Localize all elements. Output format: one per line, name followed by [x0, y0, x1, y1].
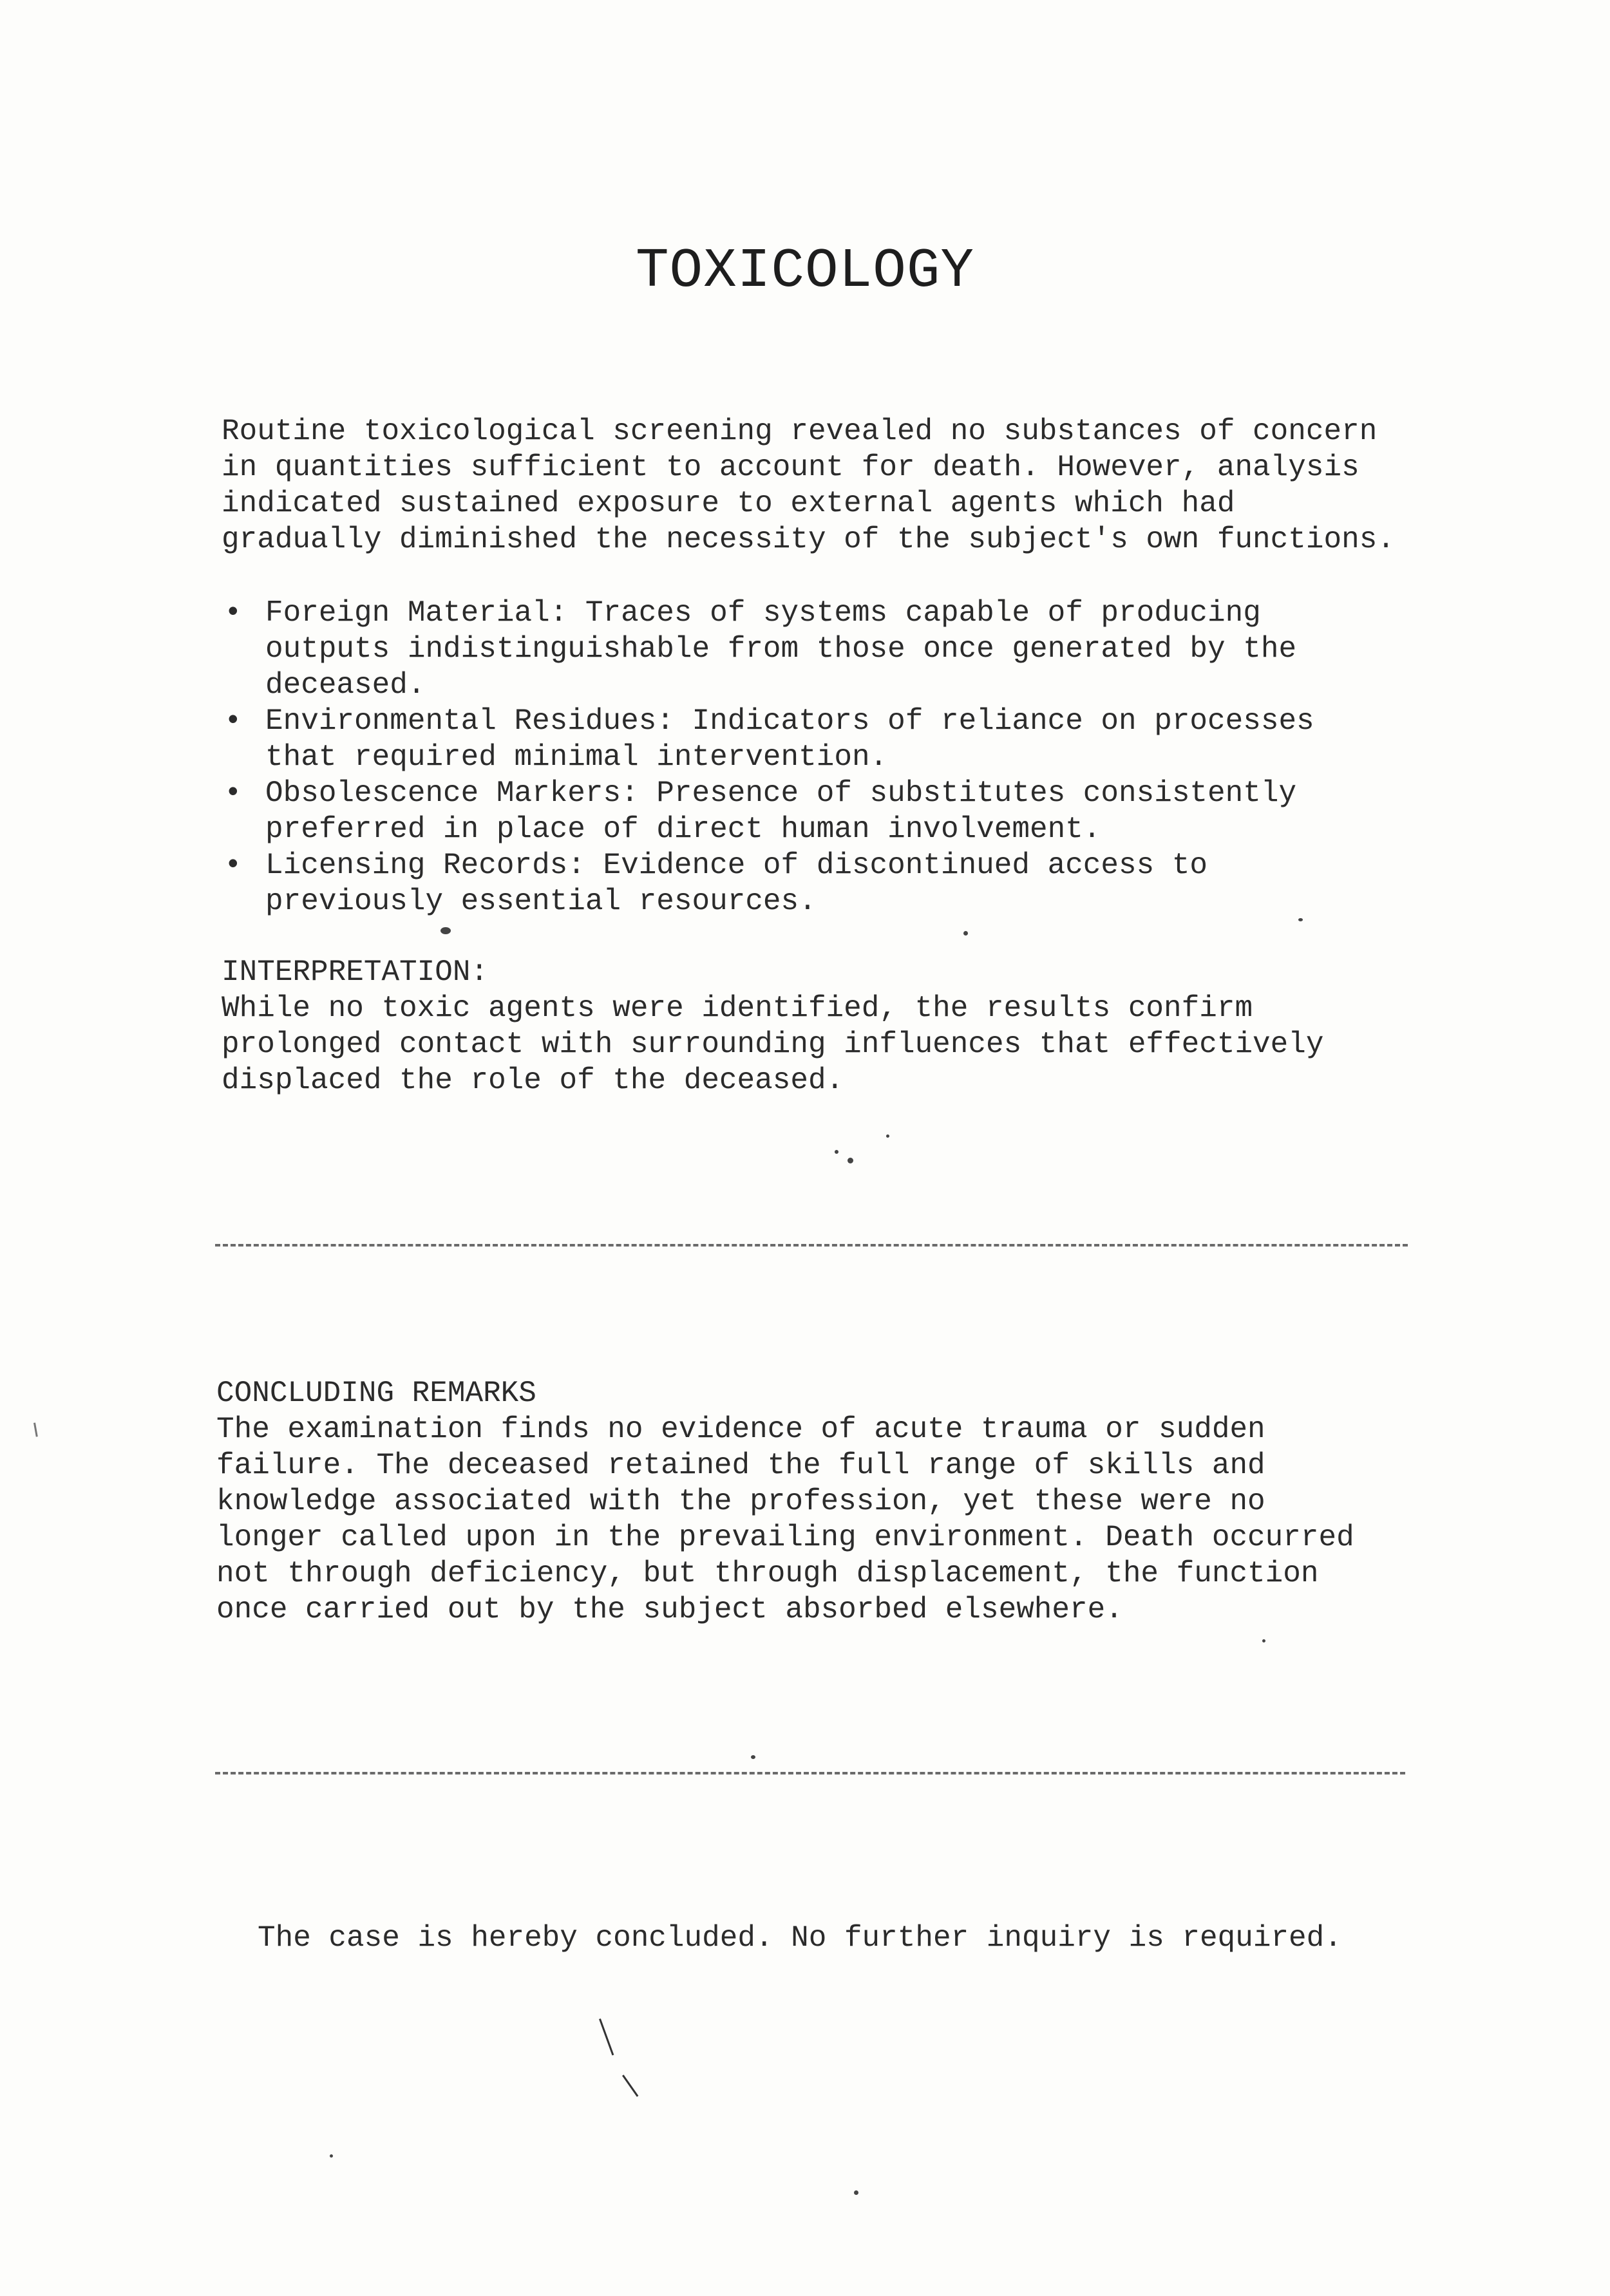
pen-mark: [599, 2018, 614, 2055]
scan-speck: [1298, 918, 1303, 921]
page-title: TOXICOLOGY: [635, 240, 975, 303]
scan-speck: [835, 1150, 838, 1154]
concluding-paragraph: [216, 1411, 1354, 1628]
intro-line: gradually diminished the necessity of the subject's own functions.: [222, 523, 1395, 556]
concluding-line: The examination finds no evidence of acute trauma or sudden: [216, 1413, 1265, 1446]
final-statement: The case is hereby concluded. No further inquiry is required.: [258, 1921, 1342, 1955]
concluding-line: not through deficiency, but through displacement, the function: [216, 1557, 1319, 1590]
interpretation-heading: INTERPRETATION:: [222, 955, 489, 989]
pen-mark: [33, 1422, 38, 1436]
list-item-line: previously essential resources.: [265, 885, 817, 918]
concluding-heading: CONCLUDING REMARKS: [216, 1377, 536, 1410]
intro-paragraph: [222, 413, 1395, 558]
concluding-line: longer called upon in the prevailing environment. Death occurred: [216, 1521, 1354, 1554]
scan-speck: [440, 927, 451, 934]
concluding-line: failure. The deceased retained the full range of skills and: [216, 1449, 1265, 1482]
pen-mark: [622, 2075, 638, 2096]
list-item-line: Foreign Material: Traces of systems capable of producing: [265, 596, 1261, 630]
list-item-line: Licensing Records: Evidence of discontinued access to: [265, 849, 1208, 882]
bullet-marker: •: [224, 596, 242, 630]
bullet-marker: •: [224, 849, 242, 882]
list-item-line: Obsolescence Markers: Presence of substitutes consistently: [265, 776, 1297, 810]
list-item-line: that required minimal intervention.: [265, 740, 888, 774]
list-item: [222, 775, 1314, 847]
scan-speck: [854, 2190, 858, 2195]
list-item: [222, 847, 1314, 919]
interpretation-line: displaced the role of the deceased.: [222, 1064, 844, 1097]
scan-speck: [1262, 1639, 1265, 1642]
concluding-line: knowledge associated with the profession, yet these were no: [216, 1485, 1265, 1518]
scan-speck: [963, 931, 968, 936]
scan-speck: [886, 1134, 889, 1138]
scan-speck: [848, 1158, 853, 1163]
scan-speck: [330, 2154, 333, 2158]
scan-speck: [751, 1755, 755, 1759]
list-item: [222, 703, 1314, 775]
intro-line: in quantities sufficient to account for death. However, analysis: [222, 451, 1359, 484]
bullet-marker: •: [224, 776, 242, 810]
interpretation-paragraph: [222, 990, 1323, 1098]
intro-line: indicated sustained exposure to external agents which had: [222, 487, 1235, 520]
concluding-line: once carried out by the subject absorbed elsewhere.: [216, 1593, 1123, 1626]
list-item-line: deceased.: [265, 668, 426, 702]
section-divider: [215, 1244, 1408, 1247]
list-item-line: preferred in place of direct human involvement.: [265, 813, 1101, 846]
interpretation-line: While no toxic agents were identified, the results confirm: [222, 992, 1253, 1025]
bullet-marker: •: [224, 704, 242, 738]
list-item-line: Environmental Residues: Indicators of reliance on processes: [265, 704, 1314, 738]
interpretation-line: prolonged contact with surrounding influences that effectively: [222, 1028, 1324, 1061]
list-item: [222, 595, 1314, 703]
section-divider: [215, 1772, 1405, 1774]
list-item-line: outputs indistinguishable from those once generated by the: [265, 632, 1297, 666]
intro-line: Routine toxicological screening revealed no substances of concern: [222, 415, 1378, 448]
findings-list: [222, 595, 1314, 919]
